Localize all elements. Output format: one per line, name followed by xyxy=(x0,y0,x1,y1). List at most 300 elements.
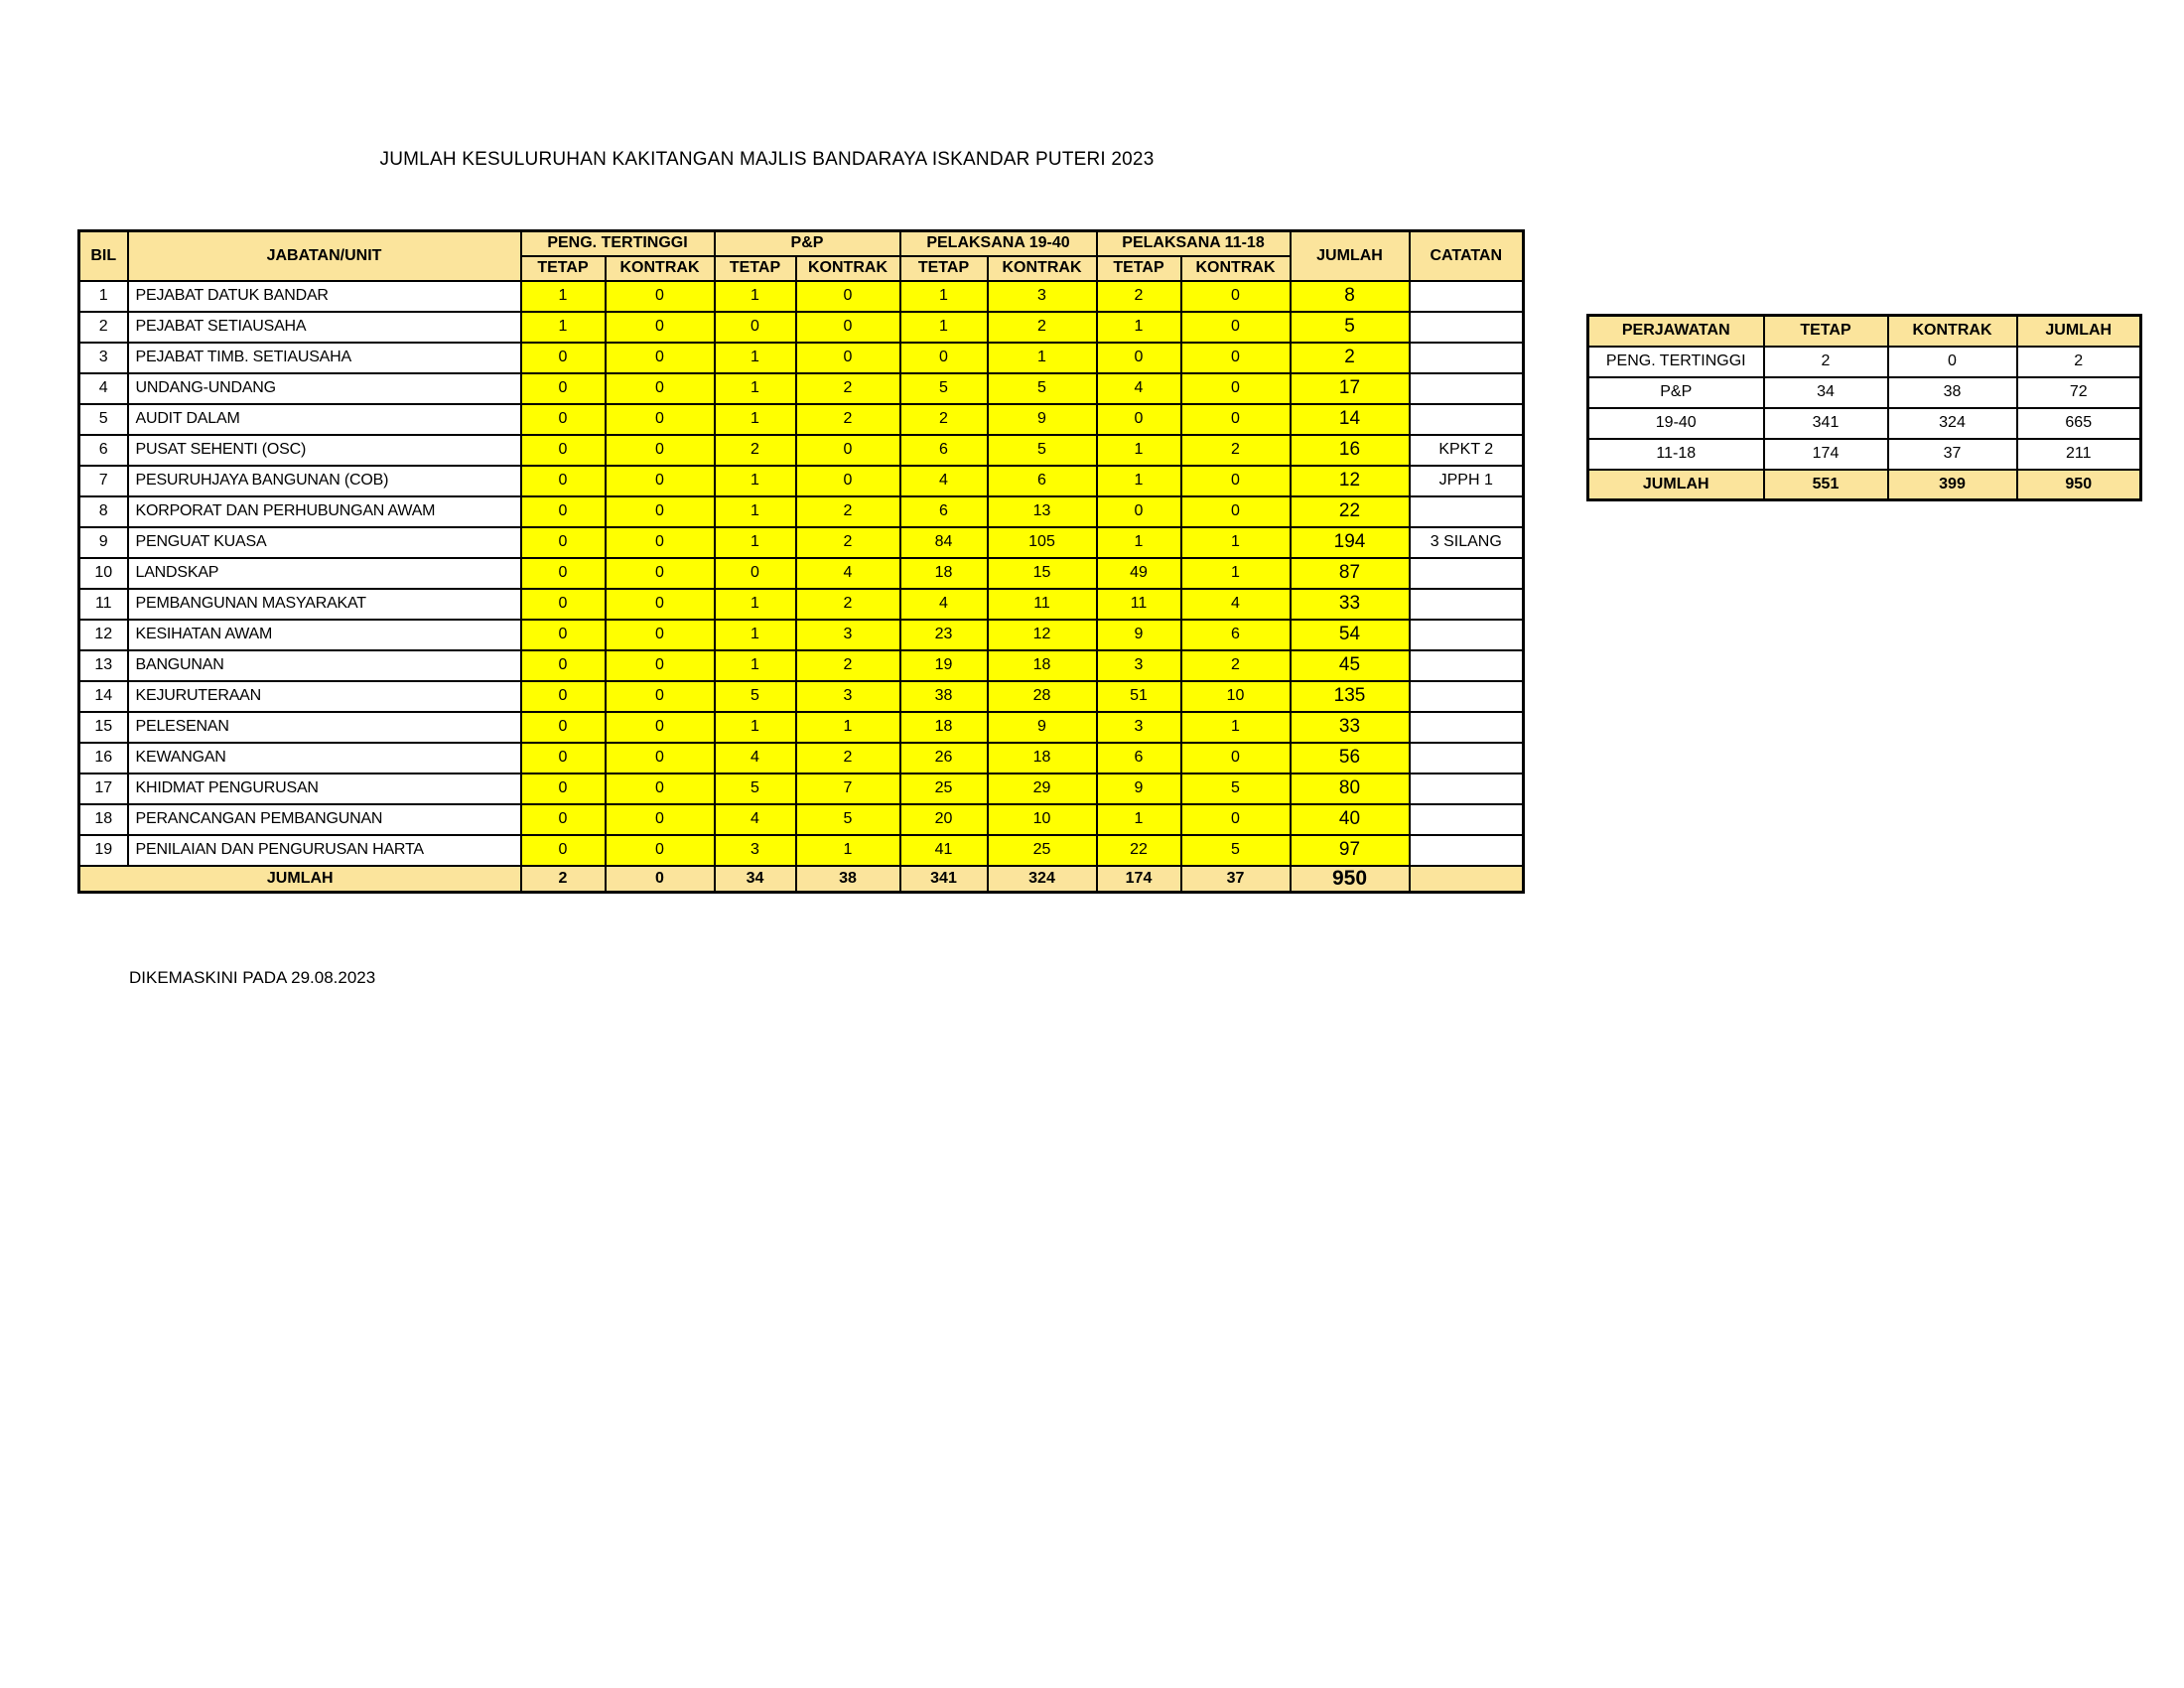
value-cell: 1 xyxy=(900,281,988,312)
value-cell: 0 xyxy=(521,558,606,589)
value-cell: 0 xyxy=(606,466,715,496)
total-value-cell: 174 xyxy=(1097,866,1181,893)
header-group-pelaksana-19-40: PELAKSANA 19-40 xyxy=(900,231,1097,256)
catatan-cell xyxy=(1410,774,1524,804)
value-cell: 1 xyxy=(900,312,988,343)
jumlah-cell: 87 xyxy=(1291,558,1410,589)
total-value-cell: 341 xyxy=(900,866,988,893)
table-row xyxy=(79,373,1524,404)
value-cell: 2 xyxy=(796,650,900,681)
value-cell: 0 xyxy=(521,712,606,743)
summary-kontrak-cell: 38 xyxy=(1888,377,2017,408)
value-cell: 1 xyxy=(1181,527,1291,558)
value-cell: 25 xyxy=(900,774,988,804)
value-cell: 2 xyxy=(796,527,900,558)
summary-jumlah-cell: 72 xyxy=(2017,377,2141,408)
header-jabatan: JABATAN/UNIT xyxy=(128,231,521,281)
value-cell: 0 xyxy=(606,373,715,404)
value-cell: 1 xyxy=(715,281,796,312)
catatan-cell xyxy=(1410,558,1524,589)
header-sub-kontrak: KONTRAK xyxy=(796,256,900,281)
catatan-cell xyxy=(1410,343,1524,373)
value-cell: 18 xyxy=(900,558,988,589)
value-cell: 5 xyxy=(796,804,900,835)
jabatan-cell: KEJURUTERAAN xyxy=(128,681,521,712)
value-cell: 0 xyxy=(606,496,715,527)
catatan-cell xyxy=(1410,681,1524,712)
summary-row xyxy=(1588,408,2141,439)
value-cell: 22 xyxy=(1097,835,1181,866)
value-cell: 1 xyxy=(521,281,606,312)
staff-table-header xyxy=(79,231,1524,281)
value-cell: 0 xyxy=(521,343,606,373)
value-cell: 1 xyxy=(715,620,796,650)
bil-cell: 12 xyxy=(79,620,128,650)
table-row xyxy=(79,804,1524,835)
bil-cell: 10 xyxy=(79,558,128,589)
perjawatan-summary-table xyxy=(1586,314,2142,501)
summary-kontrak-cell: 324 xyxy=(1888,408,2017,439)
jabatan-cell: PEJABAT DATUK BANDAR xyxy=(128,281,521,312)
value-cell: 9 xyxy=(1097,774,1181,804)
table-row xyxy=(79,343,1524,373)
summary-kontrak-cell: 37 xyxy=(1888,439,2017,470)
jabatan-cell: LANDSKAP xyxy=(128,558,521,589)
value-cell: 0 xyxy=(1181,281,1291,312)
table-row xyxy=(79,681,1524,712)
bil-cell: 5 xyxy=(79,404,128,435)
bil-cell: 16 xyxy=(79,743,128,774)
jabatan-cell: UNDANG-UNDANG xyxy=(128,373,521,404)
catatan-cell xyxy=(1410,373,1524,404)
catatan-cell xyxy=(1410,804,1524,835)
jumlah-cell: 45 xyxy=(1291,650,1410,681)
jumlah-cell: 80 xyxy=(1291,774,1410,804)
catatan-cell xyxy=(1410,496,1524,527)
jumlah-cell: 33 xyxy=(1291,589,1410,620)
summary-label-cell: 19-40 xyxy=(1588,408,1764,439)
jabatan-cell: BANGUNAN xyxy=(128,650,521,681)
value-cell: 6 xyxy=(1181,620,1291,650)
header-sub-kontrak: KONTRAK xyxy=(606,256,715,281)
bil-cell: 6 xyxy=(79,435,128,466)
table-row xyxy=(79,281,1524,312)
summary-header-perjawatan: PERJAWATAN xyxy=(1588,316,1764,347)
value-cell: 0 xyxy=(1181,404,1291,435)
value-cell: 0 xyxy=(900,343,988,373)
jabatan-cell: PESURUHJAYA BANGUNAN (COB) xyxy=(128,466,521,496)
value-cell: 0 xyxy=(606,743,715,774)
summary-kontrak-cell: 0 xyxy=(1888,347,2017,377)
summary-tetap-cell: 34 xyxy=(1764,377,1888,408)
report-title: JUMLAH KESULURUHAN KAKITANGAN MAJLIS BANDARAYA ISKANDAR PUTERI 2023 xyxy=(379,149,1155,170)
value-cell: 0 xyxy=(521,527,606,558)
value-cell: 18 xyxy=(900,712,988,743)
value-cell: 0 xyxy=(521,743,606,774)
jabatan-cell: KEWANGAN xyxy=(128,743,521,774)
total-value-cell: 2 xyxy=(521,866,606,893)
value-cell: 0 xyxy=(521,650,606,681)
value-cell: 0 xyxy=(606,681,715,712)
value-cell: 4 xyxy=(900,589,988,620)
value-cell: 3 xyxy=(1097,712,1181,743)
summary-header-tetap: TETAP xyxy=(1764,316,1888,347)
value-cell: 1 xyxy=(796,712,900,743)
value-cell: 5 xyxy=(1181,774,1291,804)
value-cell: 3 xyxy=(1097,650,1181,681)
table-row xyxy=(79,589,1524,620)
value-cell: 1 xyxy=(715,650,796,681)
value-cell: 5 xyxy=(715,774,796,804)
value-cell: 4 xyxy=(715,804,796,835)
value-cell: 1 xyxy=(1097,312,1181,343)
total-value-cell: 34 xyxy=(715,866,796,893)
catatan-cell xyxy=(1410,620,1524,650)
value-cell: 9 xyxy=(988,404,1097,435)
value-cell: 0 xyxy=(606,558,715,589)
table-row xyxy=(79,527,1524,558)
value-cell: 0 xyxy=(521,774,606,804)
value-cell: 1 xyxy=(715,712,796,743)
value-cell: 4 xyxy=(1097,373,1181,404)
value-cell: 1 xyxy=(1097,466,1181,496)
total-value-cell: 38 xyxy=(796,866,900,893)
value-cell: 6 xyxy=(900,496,988,527)
value-cell: 1 xyxy=(1181,712,1291,743)
value-cell: 12 xyxy=(988,620,1097,650)
summary-table-header xyxy=(1588,316,2141,347)
summary-jumlah-cell: 211 xyxy=(2017,439,2141,470)
total-catatan-cell xyxy=(1410,866,1524,893)
value-cell: 1 xyxy=(715,343,796,373)
jabatan-cell: PERANCANGAN PEMBANGUNAN xyxy=(128,804,521,835)
summary-label-cell: 11-18 xyxy=(1588,439,1764,470)
value-cell: 0 xyxy=(521,496,606,527)
jumlah-cell: 2 xyxy=(1291,343,1410,373)
value-cell: 38 xyxy=(900,681,988,712)
summary-total-label-cell: JUMLAH xyxy=(1588,470,1764,500)
value-cell: 11 xyxy=(988,589,1097,620)
value-cell: 0 xyxy=(1181,496,1291,527)
summary-tetap-cell: 2 xyxy=(1764,347,1888,377)
value-cell: 2 xyxy=(796,373,900,404)
bil-cell: 1 xyxy=(79,281,128,312)
value-cell: 5 xyxy=(988,435,1097,466)
catatan-cell: KPKT 2 xyxy=(1410,435,1524,466)
catatan-cell xyxy=(1410,589,1524,620)
value-cell: 1 xyxy=(1181,558,1291,589)
value-cell: 0 xyxy=(521,804,606,835)
jumlah-cell: 97 xyxy=(1291,835,1410,866)
value-cell: 0 xyxy=(606,589,715,620)
header-sub-tetap: TETAP xyxy=(521,256,606,281)
value-cell: 0 xyxy=(606,712,715,743)
catatan-cell xyxy=(1410,712,1524,743)
value-cell: 1 xyxy=(1097,804,1181,835)
jabatan-cell: PEJABAT SETIAUSAHA xyxy=(128,312,521,343)
value-cell: 1 xyxy=(715,404,796,435)
value-cell: 4 xyxy=(796,558,900,589)
jabatan-cell: AUDIT DALAM xyxy=(128,404,521,435)
value-cell: 3 xyxy=(715,835,796,866)
value-cell: 0 xyxy=(1181,466,1291,496)
table-row xyxy=(79,712,1524,743)
bil-cell: 19 xyxy=(79,835,128,866)
header-group-pp: P&P xyxy=(715,231,900,256)
summary-label-cell: P&P xyxy=(1588,377,1764,408)
value-cell: 0 xyxy=(521,466,606,496)
value-cell: 4 xyxy=(900,466,988,496)
value-cell: 0 xyxy=(606,435,715,466)
value-cell: 0 xyxy=(1181,373,1291,404)
value-cell: 6 xyxy=(1097,743,1181,774)
summary-header-jumlah: JUMLAH xyxy=(2017,316,2141,347)
table-row xyxy=(79,558,1524,589)
value-cell: 0 xyxy=(521,404,606,435)
bil-cell: 3 xyxy=(79,343,128,373)
value-cell: 2 xyxy=(796,743,900,774)
last-updated-note: DIKEMASKINI PADA 29.08.2023 xyxy=(129,968,376,987)
summary-total-jumlah-cell: 950 xyxy=(2017,470,2141,500)
catatan-cell: JPPH 1 xyxy=(1410,466,1524,496)
bil-cell: 15 xyxy=(79,712,128,743)
value-cell: 0 xyxy=(606,804,715,835)
jumlah-cell: 8 xyxy=(1291,281,1410,312)
value-cell: 0 xyxy=(606,404,715,435)
table-row xyxy=(79,835,1524,866)
summary-row xyxy=(1588,377,2141,408)
total-value-cell: 0 xyxy=(606,866,715,893)
value-cell: 5 xyxy=(988,373,1097,404)
value-cell: 3 xyxy=(796,620,900,650)
value-cell: 105 xyxy=(988,527,1097,558)
bil-cell: 18 xyxy=(79,804,128,835)
value-cell: 10 xyxy=(1181,681,1291,712)
value-cell: 0 xyxy=(1097,496,1181,527)
total-label-cell: JUMLAH xyxy=(79,866,521,893)
summary-total-tetap-cell: 551 xyxy=(1764,470,1888,500)
value-cell: 1 xyxy=(521,312,606,343)
value-cell: 0 xyxy=(606,312,715,343)
value-cell: 0 xyxy=(796,312,900,343)
jumlah-cell: 17 xyxy=(1291,373,1410,404)
value-cell: 3 xyxy=(796,681,900,712)
value-cell: 20 xyxy=(900,804,988,835)
jumlah-cell: 56 xyxy=(1291,743,1410,774)
jumlah-cell: 14 xyxy=(1291,404,1410,435)
summary-jumlah-cell: 665 xyxy=(2017,408,2141,439)
jumlah-cell: 5 xyxy=(1291,312,1410,343)
total-row xyxy=(79,866,1524,893)
value-cell: 2 xyxy=(1097,281,1181,312)
value-cell: 0 xyxy=(521,681,606,712)
summary-tetap-cell: 174 xyxy=(1764,439,1888,470)
value-cell: 6 xyxy=(988,466,1097,496)
staff-count-table xyxy=(77,229,1525,894)
jumlah-cell: 194 xyxy=(1291,527,1410,558)
value-cell: 0 xyxy=(796,343,900,373)
summary-row xyxy=(1588,347,2141,377)
catatan-cell xyxy=(1410,743,1524,774)
value-cell: 2 xyxy=(988,312,1097,343)
header-bil: BIL xyxy=(79,231,128,281)
value-cell: 1 xyxy=(715,373,796,404)
value-cell: 0 xyxy=(1097,343,1181,373)
header-group-pelaksana-11-18: PELAKSANA 11-18 xyxy=(1097,231,1291,256)
jumlah-cell: 22 xyxy=(1291,496,1410,527)
bil-cell: 11 xyxy=(79,589,128,620)
value-cell: 19 xyxy=(900,650,988,681)
value-cell: 4 xyxy=(715,743,796,774)
value-cell: 6 xyxy=(900,435,988,466)
bil-cell: 14 xyxy=(79,681,128,712)
value-cell: 0 xyxy=(1181,743,1291,774)
value-cell: 0 xyxy=(521,373,606,404)
header-sub-kontrak: KONTRAK xyxy=(1181,256,1291,281)
value-cell: 0 xyxy=(606,281,715,312)
value-cell: 0 xyxy=(606,343,715,373)
value-cell: 0 xyxy=(1181,343,1291,373)
jumlah-cell: 135 xyxy=(1291,681,1410,712)
value-cell: 0 xyxy=(1181,804,1291,835)
value-cell: 0 xyxy=(715,558,796,589)
jabatan-cell: PEJABAT TIMB. SETIAUSAHA xyxy=(128,343,521,373)
value-cell: 0 xyxy=(796,466,900,496)
table-row xyxy=(79,496,1524,527)
value-cell: 41 xyxy=(900,835,988,866)
jabatan-cell: PENGUAT KUASA xyxy=(128,527,521,558)
jumlah-cell: 12 xyxy=(1291,466,1410,496)
value-cell: 9 xyxy=(1097,620,1181,650)
value-cell: 4 xyxy=(1181,589,1291,620)
value-cell: 0 xyxy=(606,774,715,804)
value-cell: 0 xyxy=(715,312,796,343)
value-cell: 5 xyxy=(1181,835,1291,866)
value-cell: 18 xyxy=(988,743,1097,774)
value-cell: 0 xyxy=(521,435,606,466)
value-cell: 0 xyxy=(606,620,715,650)
jumlah-cell: 54 xyxy=(1291,620,1410,650)
value-cell: 2 xyxy=(1181,650,1291,681)
bil-cell: 13 xyxy=(79,650,128,681)
value-cell: 0 xyxy=(521,589,606,620)
value-cell: 84 xyxy=(900,527,988,558)
value-cell: 1 xyxy=(715,466,796,496)
value-cell: 1 xyxy=(1097,435,1181,466)
table-row xyxy=(79,466,1524,496)
value-cell: 0 xyxy=(606,835,715,866)
value-cell: 23 xyxy=(900,620,988,650)
value-cell: 15 xyxy=(988,558,1097,589)
jabatan-cell: KORPORAT DAN PERHUBUNGAN AWAM xyxy=(128,496,521,527)
value-cell: 10 xyxy=(988,804,1097,835)
value-cell: 0 xyxy=(521,835,606,866)
jumlah-cell: 33 xyxy=(1291,712,1410,743)
jabatan-cell: PEMBANGUNAN MASYARAKAT xyxy=(128,589,521,620)
value-cell: 1 xyxy=(715,527,796,558)
jabatan-cell: PENILAIAN DAN PENGURUSAN HARTA xyxy=(128,835,521,866)
bil-cell: 8 xyxy=(79,496,128,527)
table-row xyxy=(79,404,1524,435)
value-cell: 1 xyxy=(715,496,796,527)
table-row xyxy=(79,774,1524,804)
value-cell: 2 xyxy=(796,589,900,620)
value-cell: 28 xyxy=(988,681,1097,712)
jabatan-cell: PELESENAN xyxy=(128,712,521,743)
summary-jumlah-cell: 2 xyxy=(2017,347,2141,377)
catatan-cell xyxy=(1410,404,1524,435)
bil-cell: 17 xyxy=(79,774,128,804)
bil-cell: 7 xyxy=(79,466,128,496)
value-cell: 0 xyxy=(1181,312,1291,343)
table-row xyxy=(79,743,1524,774)
summary-total-kontrak-cell: 399 xyxy=(1888,470,2017,500)
value-cell: 13 xyxy=(988,496,1097,527)
value-cell: 11 xyxy=(1097,589,1181,620)
catatan-cell: 3 SILANG xyxy=(1410,527,1524,558)
header-sub-kontrak: KONTRAK xyxy=(988,256,1097,281)
jumlah-cell: 40 xyxy=(1291,804,1410,835)
value-cell: 7 xyxy=(796,774,900,804)
value-cell: 0 xyxy=(1097,404,1181,435)
header-sub-tetap: TETAP xyxy=(1097,256,1181,281)
value-cell: 1 xyxy=(1097,527,1181,558)
value-cell: 0 xyxy=(521,620,606,650)
table-row xyxy=(79,620,1524,650)
catatan-cell xyxy=(1410,281,1524,312)
staff-table-body xyxy=(79,281,1524,893)
header-sub-tetap: TETAP xyxy=(715,256,796,281)
bil-cell: 9 xyxy=(79,527,128,558)
jumlah-cell: 16 xyxy=(1291,435,1410,466)
value-cell: 1 xyxy=(796,835,900,866)
value-cell: 5 xyxy=(900,373,988,404)
header-sub-tetap: TETAP xyxy=(900,256,988,281)
value-cell: 25 xyxy=(988,835,1097,866)
value-cell: 18 xyxy=(988,650,1097,681)
header-jumlah: JUMLAH xyxy=(1291,231,1410,281)
value-cell: 9 xyxy=(988,712,1097,743)
grand-total-cell: 950 xyxy=(1291,866,1410,893)
header-catatan: CATATAN xyxy=(1410,231,1524,281)
bil-cell: 4 xyxy=(79,373,128,404)
value-cell: 2 xyxy=(796,496,900,527)
value-cell: 3 xyxy=(988,281,1097,312)
value-cell: 0 xyxy=(796,435,900,466)
value-cell: 0 xyxy=(606,650,715,681)
value-cell: 2 xyxy=(796,404,900,435)
value-cell: 1 xyxy=(715,589,796,620)
jabatan-cell: KHIDMAT PENGURUSAN xyxy=(128,774,521,804)
value-cell: 0 xyxy=(796,281,900,312)
value-cell: 0 xyxy=(606,527,715,558)
value-cell: 2 xyxy=(900,404,988,435)
summary-header-kontrak: KONTRAK xyxy=(1888,316,2017,347)
value-cell: 2 xyxy=(1181,435,1291,466)
catatan-cell xyxy=(1410,835,1524,866)
summary-tetap-cell: 341 xyxy=(1764,408,1888,439)
summary-table-body xyxy=(1588,347,2141,500)
value-cell: 26 xyxy=(900,743,988,774)
value-cell: 2 xyxy=(715,435,796,466)
bil-cell: 2 xyxy=(79,312,128,343)
total-value-cell: 37 xyxy=(1181,866,1291,893)
table-row xyxy=(79,312,1524,343)
header-group-peng-tertinggi: PENG. TERTINGGI xyxy=(521,231,715,256)
value-cell: 49 xyxy=(1097,558,1181,589)
summary-label-cell: PENG. TERTINGGI xyxy=(1588,347,1764,377)
table-row xyxy=(79,435,1524,466)
